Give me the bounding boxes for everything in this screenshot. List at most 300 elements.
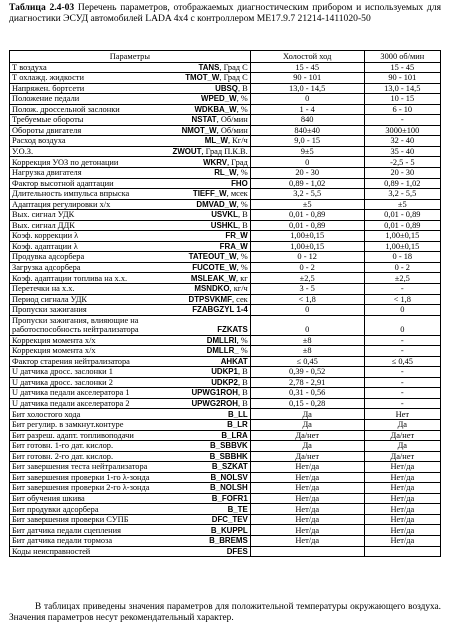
- idle-value: Да: [250, 441, 364, 452]
- header-parameters: Параметры: [10, 51, 251, 63]
- rpm-3000-value: 35 - 40: [364, 146, 440, 157]
- idle-value: 9,0 - 15: [250, 136, 364, 147]
- idle-value: < 1,8: [250, 294, 364, 305]
- idle-value: Да: [250, 420, 364, 431]
- parameter-code-text: WPED_W: [201, 94, 237, 104]
- rpm-3000-value: Нет/да: [364, 472, 440, 483]
- rpm-3000-value: Нет/да: [364, 493, 440, 504]
- parameter-name: Коррекция момента х/х: [12, 335, 96, 345]
- parameter-unit: , сек: [231, 294, 248, 304]
- parameter-cell: [10, 377, 251, 388]
- table-row: [10, 367, 441, 378]
- idle-value: Нет/да: [250, 472, 364, 483]
- parameter-code: [192, 305, 248, 314]
- idle-value: 1,00±0,15: [250, 231, 364, 242]
- table-row: [10, 441, 441, 452]
- parameter-code: [207, 346, 248, 355]
- parameter-cell: [10, 73, 251, 84]
- parameter-code-text: NMOT_W: [181, 125, 217, 135]
- rpm-3000-value: 32 - 40: [364, 136, 440, 147]
- parameter-name: Вых. сигнал УДК: [12, 210, 75, 220]
- parameter-cell: [10, 493, 251, 504]
- parameter-code-text: B_FOFR1: [211, 493, 248, 503]
- parameter-code-text: B_SZKAT: [211, 462, 248, 472]
- parameter-code: [191, 399, 247, 408]
- parameter-code: [211, 378, 248, 387]
- parameter-cell: [10, 115, 251, 126]
- parameter-cell: [10, 252, 251, 263]
- parameter-cell: [10, 220, 251, 231]
- parameter-unit: , Об/мин: [216, 115, 248, 125]
- parameter-code: [228, 505, 248, 514]
- parameter-code-text: FZABGZYL 1-4: [192, 305, 248, 315]
- parameter-code: [193, 189, 248, 198]
- parameter-unit: , %: [236, 94, 248, 104]
- parameter-unit: , %: [236, 168, 248, 178]
- rpm-3000-value: 10 - 15: [364, 94, 440, 105]
- rpm-3000-value: 0: [364, 305, 440, 316]
- rpm-3000-value: Нет/да: [364, 483, 440, 494]
- parameter-name: Бит разреш. адапт. топливоподачи: [12, 430, 134, 440]
- idle-value: Нет/да: [250, 525, 364, 536]
- table-row: [10, 504, 441, 515]
- idle-value: ≤ 0,45: [250, 356, 364, 367]
- parameter-name: Загрузка адсорбера: [12, 263, 81, 273]
- table-row: [10, 157, 441, 168]
- idle-value: 0,01 - 0,89: [250, 210, 364, 221]
- rpm-3000-value: 0,89 - 1,02: [364, 178, 440, 189]
- header-3000-rpm: 3000 об/мин: [364, 51, 440, 63]
- table-row: [10, 462, 441, 473]
- parameter-cell: [10, 420, 251, 431]
- parameter-cell: [10, 451, 251, 462]
- idle-value: 0: [250, 94, 364, 105]
- parameter-code: [182, 126, 248, 135]
- parameter-cell: [10, 125, 251, 136]
- parameter-cell: [10, 199, 251, 210]
- rpm-3000-value: ±2,5: [364, 273, 440, 284]
- parameter-unit: , Град С: [219, 62, 248, 72]
- idle-value: 0: [250, 315, 364, 335]
- parameter-code-text: ML_W: [204, 136, 228, 146]
- table-row: [10, 472, 441, 483]
- parameter-name: Период сигнала УДК: [12, 294, 88, 304]
- rpm-3000-value: Нет/да: [364, 462, 440, 473]
- rpm-3000-value: -: [364, 335, 440, 346]
- parameter-unit: , кг: [236, 273, 248, 283]
- parameter-unit: , %: [236, 335, 248, 345]
- rpm-3000-value: -: [364, 283, 440, 294]
- idle-value: 0: [250, 157, 364, 168]
- table-row: [10, 189, 441, 200]
- parameter-cell: [10, 178, 251, 189]
- rpm-3000-value: -: [364, 115, 440, 126]
- parameter-name: Требуемые обороты: [12, 115, 84, 125]
- parameter-name: Бит датчика педали сцепления: [12, 525, 121, 535]
- parameter-name: Напряжен. бортсети: [12, 83, 85, 93]
- parameter-cell: [10, 146, 251, 157]
- table-row: [10, 388, 441, 399]
- parameter-unit: , кг/ч: [229, 284, 248, 294]
- rpm-3000-value: Нет/да: [364, 514, 440, 525]
- parameter-code-text: FRA_W: [219, 241, 248, 251]
- parameter-name: Адаптация регулировки х/х: [12, 199, 111, 209]
- parameter-cell: [10, 94, 251, 105]
- parameter-code-text: DTPSVKMF: [188, 294, 232, 304]
- parameter-cell: [10, 441, 251, 452]
- table-row: [10, 262, 441, 273]
- parameter-code-text: B_NOLSV: [210, 472, 248, 482]
- parameter-code: [231, 179, 248, 188]
- parameter-code-text: USVKL: [211, 210, 238, 220]
- parameter-name: Пропуски зажигания: [12, 305, 87, 315]
- parameter-code-text: DMLLR_: [206, 346, 239, 356]
- parameter-unit: , Град: [227, 157, 248, 167]
- parameter-unit: , Об/мин: [216, 125, 248, 135]
- rpm-3000-value: 0,01 - 0,89: [364, 210, 440, 221]
- parameter-name: У.О.З.: [12, 147, 34, 156]
- table-row: [10, 514, 441, 525]
- idle-value: 15 - 45: [250, 62, 364, 73]
- parameter-unit: , В: [237, 220, 248, 230]
- idle-value: 0,15 - 0,28: [250, 398, 364, 409]
- header-idle: Холостой ход: [250, 51, 364, 63]
- parameter-code-text: FR_W: [225, 231, 248, 241]
- parameter-name: Длительность импульса впрыска: [12, 189, 130, 199]
- parameters-table: [9, 50, 441, 557]
- table-row: [10, 483, 441, 494]
- rpm-3000-value: -2,5 - 5: [364, 157, 440, 168]
- rpm-3000-value: ≤ 0,45: [364, 356, 440, 367]
- table-row: [10, 220, 441, 231]
- idle-value: 840: [250, 115, 364, 126]
- table-row: [10, 546, 441, 557]
- parameter-name: Коррекция УОЗ по детонации: [12, 157, 119, 167]
- parameter-code: [191, 274, 248, 283]
- idle-value: 1 - 4: [250, 104, 364, 115]
- table-row: [10, 62, 441, 73]
- parameter-code: [189, 252, 248, 261]
- parameter-code: [196, 200, 247, 209]
- table-row: [10, 430, 441, 441]
- parameter-code: [192, 115, 248, 124]
- rpm-3000-value: 0,01 - 0,89: [364, 220, 440, 231]
- idle-value: 3 - 5: [250, 283, 364, 294]
- idle-value: 0: [250, 305, 364, 316]
- parameter-code: [209, 536, 248, 545]
- parameter-code-text: RL_W: [214, 168, 237, 178]
- parameter-name: Бит продувки адсорбера: [12, 504, 99, 514]
- rpm-3000-value: Нет/да: [364, 504, 440, 515]
- parameter-cell: [10, 294, 251, 305]
- parameter-name: Бит датчика педали тормоза: [12, 536, 113, 546]
- parameter-name: Коррекция момента х/х: [12, 346, 96, 356]
- parameter-cell: [10, 283, 251, 294]
- idle-value: 9±5: [250, 146, 364, 157]
- parameter-code: [210, 473, 247, 482]
- table-row: [10, 346, 441, 357]
- parameter-unit: , %: [236, 104, 248, 114]
- rpm-3000-value: < 1,8: [364, 294, 440, 305]
- parameter-code-text: TIEFF_W: [192, 189, 227, 199]
- rpm-3000-value: -: [364, 346, 440, 357]
- table-body: [10, 62, 441, 557]
- parameter-code: [194, 284, 247, 293]
- table-row: [10, 493, 441, 504]
- parameter-name: Бит регулир. в замкнут.контуре: [12, 420, 124, 430]
- rpm-3000-value: 3,2 - 5,5: [364, 189, 440, 200]
- parameter-code: [191, 388, 247, 397]
- parameter-code: [205, 136, 248, 145]
- parameter-unit: , В: [237, 399, 248, 409]
- parameter-name: Бит готовн. 1-го дат. кислор.: [12, 441, 114, 451]
- parameter-name: Бит завершения проверки СУПБ: [12, 515, 129, 525]
- parameter-cell: [10, 462, 251, 473]
- parameter-code-text: FZKATS: [217, 324, 248, 334]
- parameter-unit: , Кг/ч: [227, 136, 248, 146]
- idle-value: Нет/да: [250, 536, 364, 547]
- table-row: [10, 377, 441, 388]
- caption-label: Таблица 2.4-03: [9, 2, 75, 13]
- parameter-name: Полож. дроссельной заслонки: [12, 104, 120, 114]
- idle-value: 13,0 - 14,5: [250, 83, 364, 94]
- parameter-code-text: B_LR: [227, 420, 248, 430]
- parameter-unit: , мсек: [226, 189, 248, 199]
- parameter-code: [221, 431, 247, 440]
- parameter-cell: [10, 157, 251, 168]
- parameter-unit: , Град П.К.В.: [201, 147, 248, 156]
- parameter-cell: [10, 398, 251, 409]
- parameter-cell: [10, 409, 251, 420]
- parameter-cell: [10, 367, 251, 378]
- parameter-code: [192, 263, 247, 272]
- table-row: [10, 115, 441, 126]
- idle-value: Да/нет: [250, 430, 364, 441]
- parameter-code: [215, 84, 248, 93]
- parameter-code: [211, 210, 248, 219]
- parameter-unit: , %: [236, 199, 248, 209]
- parameter-code: [203, 158, 248, 167]
- rpm-3000-value: -: [364, 367, 440, 378]
- footer-note: В таблицах приведены значения параметров для положительной температуры окружающего воздуха. Значения параметров несут рекомендательный характер.: [9, 602, 441, 624]
- table-row: [10, 305, 441, 316]
- table-row: [10, 356, 441, 367]
- parameter-code: [221, 357, 248, 366]
- rpm-3000-value: Нет/да: [364, 525, 440, 536]
- rpm-3000-value: Да/нет: [364, 451, 440, 462]
- idle-value: ±8: [250, 346, 364, 357]
- parameter-unit: , В: [237, 210, 248, 220]
- parameter-code: [201, 94, 248, 103]
- table-row: [10, 210, 441, 221]
- parameter-cell: [10, 356, 251, 367]
- parameter-unit: , В: [237, 388, 248, 398]
- parameter-code-text: WKRV: [203, 157, 228, 167]
- table-row: [10, 146, 441, 157]
- table-row: [10, 178, 441, 189]
- parameter-code-text: WDKBA_W: [194, 104, 237, 114]
- idle-value: ±8: [250, 335, 364, 346]
- parameter-cell: [10, 514, 251, 525]
- parameter-cell: [10, 262, 251, 273]
- rpm-3000-value: ±5: [364, 199, 440, 210]
- parameter-cell: [10, 483, 251, 494]
- parameter-cell: [10, 388, 251, 399]
- parameter-name: Коды неисправностей: [12, 546, 91, 556]
- rpm-3000-value: -: [364, 388, 440, 399]
- parameter-cell: [10, 315, 251, 335]
- parameter-name: Вых. сигнал ДДК: [12, 220, 75, 230]
- table-row: [10, 94, 441, 105]
- parameter-code: [227, 420, 248, 429]
- table-row: [10, 241, 441, 252]
- parameter-name: Бит готовн. 2-го дат. кислор.: [12, 451, 114, 461]
- parameter-cell: [10, 210, 251, 221]
- parameter-name: Положение педали: [12, 94, 80, 104]
- idle-value: 2,78 - 2,91: [250, 377, 364, 388]
- table-header-row: [10, 51, 441, 63]
- idle-value: 0,89 - 1,02: [250, 178, 364, 189]
- parameter-code-text: B_BREMS: [209, 536, 248, 546]
- idle-value: 0 - 2: [250, 262, 364, 273]
- table-row: [10, 283, 441, 294]
- table-row: [10, 273, 441, 284]
- table-row: [10, 199, 441, 210]
- table-row: [10, 104, 441, 115]
- table-row: [10, 83, 441, 94]
- parameter-code: [228, 410, 248, 419]
- parameter-unit: %: [238, 346, 248, 356]
- rpm-3000-value: 1,00±0,15: [364, 231, 440, 242]
- table-row: [10, 409, 441, 420]
- parameter-code: [210, 483, 248, 492]
- parameter-code-text: B_LL: [228, 409, 248, 419]
- table-row: [10, 398, 441, 409]
- parameter-cell: [10, 335, 251, 346]
- parameter-code: [189, 295, 248, 304]
- table-row: [10, 294, 441, 305]
- parameter-code-text: UDKP2: [211, 377, 238, 387]
- rpm-3000-value: Да: [364, 420, 440, 431]
- table-row: [10, 315, 441, 335]
- parameter-code-text: UBSQ: [215, 83, 238, 93]
- rpm-3000-value: Нет: [364, 409, 440, 420]
- parameter-code-text: B_TE: [227, 504, 248, 514]
- parameter-unit: , %: [236, 263, 248, 273]
- parameter-name: Обороты двигателя: [12, 125, 82, 135]
- parameter-cell: [10, 546, 251, 557]
- idle-value: 0,31 - 0,56: [250, 388, 364, 399]
- parameter-name: U датчика педали акселератора 2: [12, 399, 130, 409]
- rpm-3000-value: 1,00±0,15: [364, 241, 440, 252]
- parameter-name: Расход воздуха: [12, 136, 66, 146]
- parameter-code-text: ZWOUT: [172, 147, 202, 156]
- idle-value: Нет/да: [250, 493, 364, 504]
- parameter-name: Нагрузка двигателя: [12, 168, 82, 178]
- parameter-name: Продувка адсорбера: [12, 252, 85, 262]
- parameter-cell: [10, 136, 251, 147]
- parameter-code: [211, 367, 248, 376]
- table-row: [10, 451, 441, 462]
- parameter-name: Фактор высотной адаптации: [12, 178, 114, 188]
- parameter-cell: [10, 167, 251, 178]
- parameter-code-text: B_KUPPL: [210, 525, 248, 535]
- parameter-code: [194, 105, 247, 114]
- parameter-code: [212, 494, 248, 503]
- parameter-name: Коэф. адаптации λ: [12, 241, 78, 251]
- idle-value: 3,2 - 5,5: [250, 189, 364, 200]
- parameter-unit: , В: [237, 377, 248, 387]
- table-row: [10, 420, 441, 431]
- rpm-3000-value: 13,0 - 14,5: [364, 83, 440, 94]
- idle-value: 840±40: [250, 125, 364, 136]
- rpm-3000-value: -: [364, 377, 440, 388]
- parameter-code: [212, 515, 248, 524]
- idle-value: Нет/да: [250, 483, 364, 494]
- rpm-3000-value: 3000±100: [364, 125, 440, 136]
- parameter-name: Бит завершения проверки 2-го λ-зонда: [12, 483, 150, 493]
- parameter-code-text: TMOT_W: [185, 73, 220, 83]
- parameter-unit: , Град С: [219, 73, 248, 83]
- parameter-code-text: MSNDKO: [194, 284, 230, 294]
- table-row: [10, 125, 441, 136]
- parameter-code: [210, 452, 248, 461]
- parameter-code-text: DMLLRI: [206, 335, 237, 345]
- parameter-cell: [10, 430, 251, 441]
- parameter-cell: [10, 189, 251, 200]
- parameter-name: Бит обучения шкива: [12, 493, 85, 503]
- rpm-3000-value: Да: [364, 441, 440, 452]
- parameter-cell: [10, 504, 251, 515]
- parameter-code: [173, 147, 248, 156]
- rpm-3000-value: -: [364, 398, 440, 409]
- table-row: [10, 73, 441, 84]
- parameter-code-text: UPWG1ROH: [191, 388, 238, 398]
- parameter-name: U датчика педали акселератора 1: [12, 388, 130, 398]
- parameter-code: [212, 462, 248, 471]
- parameter-code: [211, 221, 248, 230]
- parameter-cell: [10, 536, 251, 547]
- table-row: [10, 231, 441, 242]
- parameter-code-text: B_SBBVK: [210, 441, 248, 451]
- idle-value: 90 - 101: [250, 73, 364, 84]
- parameter-code: [214, 168, 248, 177]
- parameter-name: Коэф. коррекции λ: [12, 231, 79, 241]
- parameter-name: Т охлажд. жидкости: [12, 73, 84, 83]
- parameter-name: Перетечки на х.х.: [12, 284, 75, 294]
- rpm-3000-value: [364, 546, 440, 557]
- parameter-cell: [10, 62, 251, 73]
- idle-value: 20 - 30: [250, 167, 364, 178]
- parameter-code: [227, 547, 248, 556]
- table-row: [10, 167, 441, 178]
- parameter-name: Бит завершения проверки 1-го λ-зонда: [12, 472, 150, 482]
- parameter-code-text: DMVAD_W: [196, 199, 237, 209]
- rpm-3000-value: 20 - 30: [364, 167, 440, 178]
- rpm-3000-value: Нет/да: [364, 536, 440, 547]
- idle-value: [250, 546, 364, 557]
- caption-text: Перечень параметров, отображаемых диагностическим прибором и используемых для диагностики ЭСУД автомобилей LADA 4x4 с контроллером ME17.9.7 21214-1411020-50: [9, 2, 441, 25]
- parameter-code: [210, 441, 248, 450]
- parameter-unit: , В: [237, 83, 248, 93]
- parameter-cell: [10, 305, 251, 316]
- parameter-code-text: B_SBBHK: [209, 451, 248, 461]
- idle-value: ±2,5: [250, 273, 364, 284]
- rpm-3000-value: 0 - 18: [364, 252, 440, 263]
- parameter-cell: [10, 83, 251, 94]
- parameter-code-text: AHKAT: [220, 356, 248, 366]
- parameter-name: U датчика дросс. заслонки 1: [12, 367, 113, 377]
